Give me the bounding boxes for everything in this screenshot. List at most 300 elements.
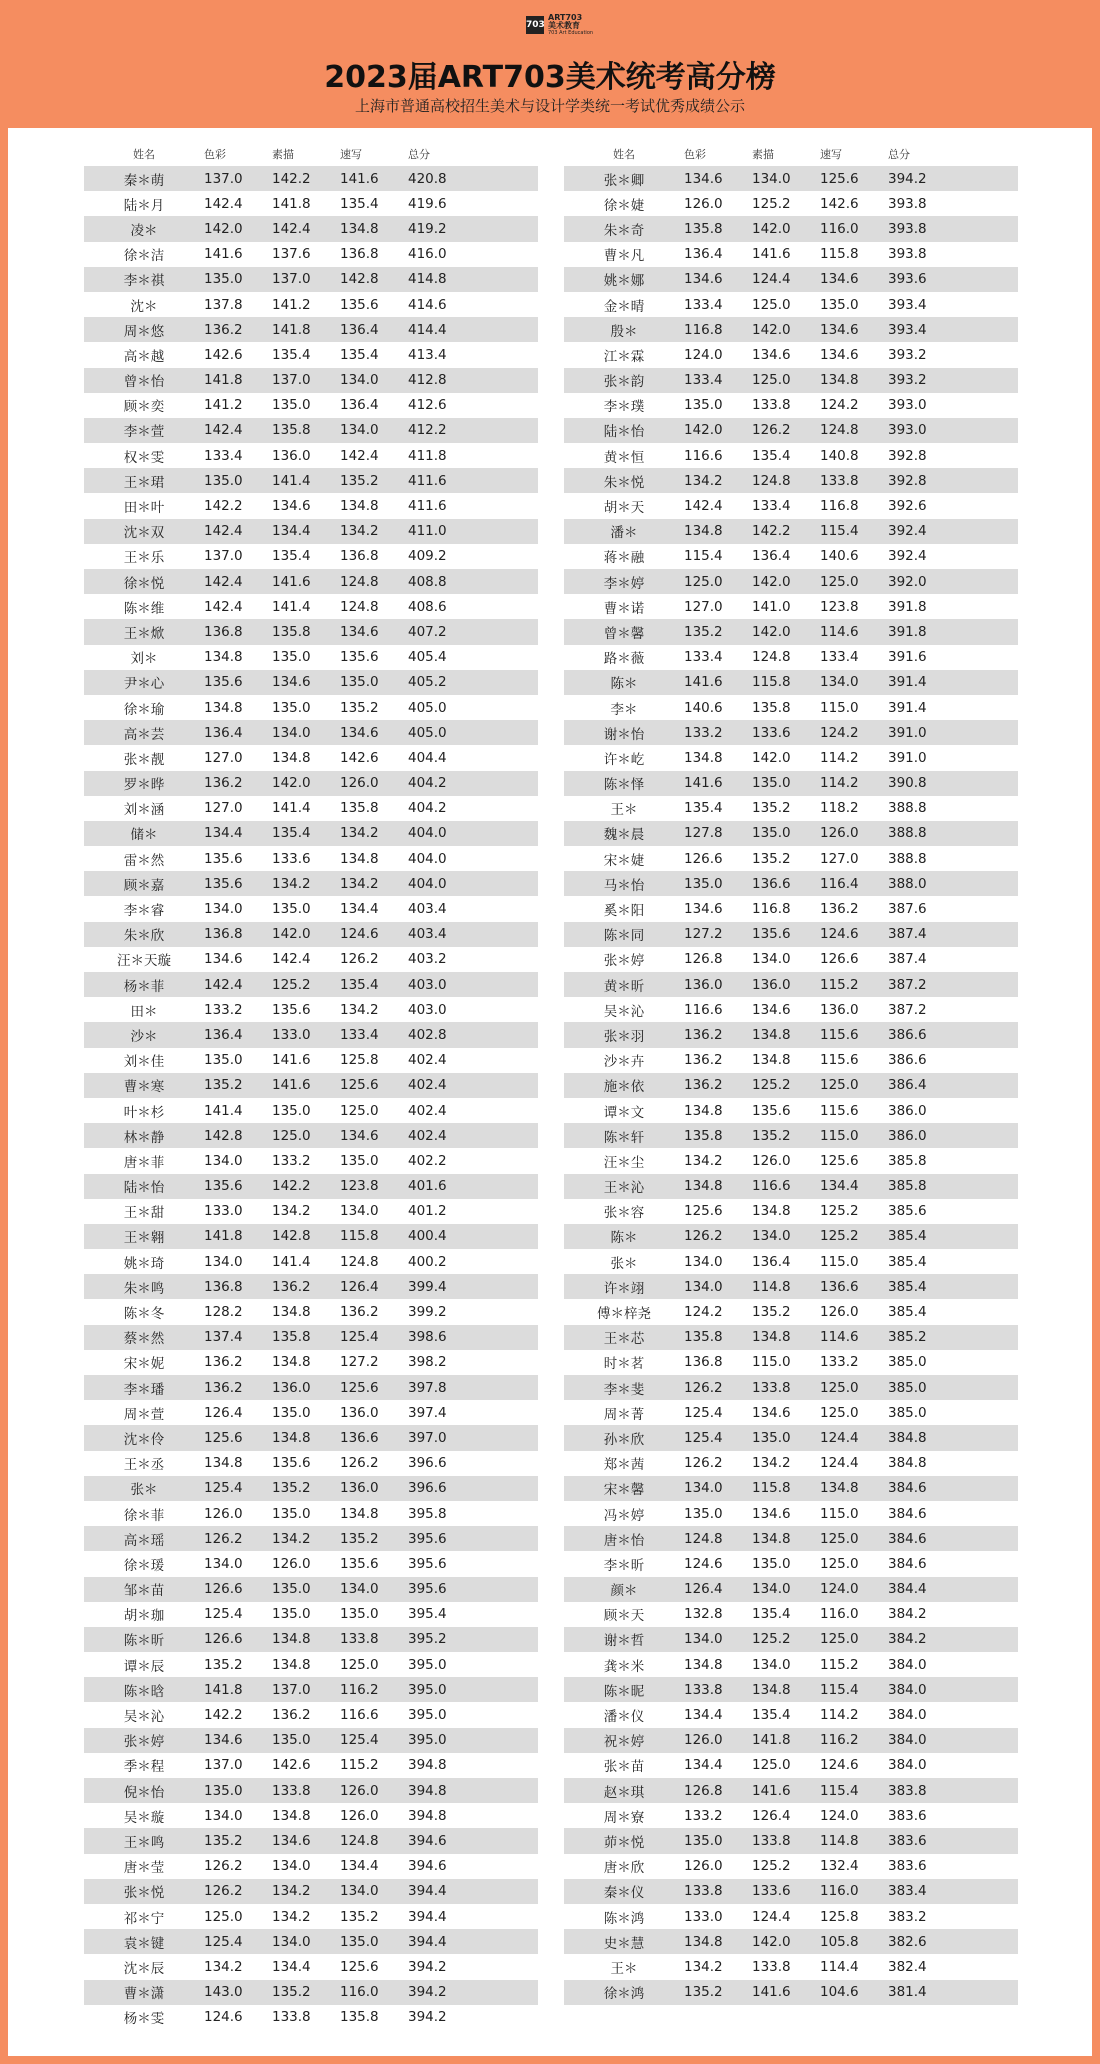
cell-color: 134.4 [684,1757,723,1774]
table-row [564,342,1018,367]
cell-name: 季＊程 [123,1759,165,1776]
cell-color: 133.2 [684,724,723,741]
cell-sketch: 124.8 [752,472,791,489]
cell-sketch: 135.2 [752,800,791,817]
cell-color: 125.0 [684,573,723,590]
cell-name: 施＊依 [603,1079,645,1096]
cell-speed: 124.2 [820,397,859,414]
cell-name: 陈＊ [610,1230,638,1247]
cell-color: 134.0 [204,901,243,918]
cell-sketch: 134.8 [272,1807,311,1824]
table-row [564,1350,1018,1375]
cell-sketch: 137.0 [272,271,311,288]
cell-sketch: 135.4 [752,447,791,464]
cell-sketch: 141.6 [752,246,791,263]
cell-total: 409.2 [408,548,447,565]
table-row [564,1778,1018,1803]
cell-total: 404.2 [408,775,447,792]
cell-speed: 115.6 [820,1102,859,1119]
cell-sketch: 135.8 [752,699,791,716]
cell-total: 419.2 [408,220,447,237]
cell-color: 135.6 [204,674,243,691]
table-row [564,1451,1018,1476]
cell-speed: 142.4 [340,447,379,464]
cell-speed: 114.2 [820,749,859,766]
cell-total: 393.0 [888,397,927,414]
cell-name: 张＊婷 [123,1734,165,1751]
cell-name: 凌＊ [130,222,158,239]
cell-speed: 134.8 [340,850,379,867]
table-row [84,1375,538,1400]
cell-color: 136.2 [684,1052,723,1069]
cell-color: 126.8 [684,1782,723,1799]
table-row [84,645,538,670]
cell-speed: 115.0 [820,1127,859,1144]
cell-total: 395.6 [408,1555,447,1572]
table-row [564,1954,1018,1979]
cell-color: 142.4 [204,598,243,615]
table-row [564,1627,1018,1652]
page-subtitle: 上海市普通高校招生美术与设计学类统一考试优秀成绩公示 [354,97,745,115]
cell-color: 134.6 [204,1732,243,1749]
cell-name: 江＊霖 [603,348,645,365]
cell-total: 385.0 [888,1379,927,1396]
cell-name: 高＊瑶 [123,1532,165,1549]
cell-name: 朱＊奇 [603,222,645,239]
cell-total: 392.0 [888,573,927,590]
cell-name: 龚＊米 [603,1658,645,1675]
table-row [84,896,538,921]
cell-name: 沈＊双 [123,525,165,542]
cell-color: 126.2 [204,1858,243,1875]
cell-total: 393.6 [888,271,927,288]
cell-color: 134.8 [204,649,243,666]
table-row [564,1148,1018,1173]
cell-speed: 124.8 [340,1253,379,1270]
header-sketch: 素描 [752,148,774,161]
table-row [84,594,538,619]
cell-total: 388.8 [888,825,927,842]
cell-speed: 135.6 [340,1555,379,1572]
cell-color: 133.4 [204,447,243,464]
cell-total: 391.4 [888,674,927,691]
cell-speed: 114.6 [820,1329,859,1346]
cell-sketch: 125.0 [752,372,791,389]
table-row [84,2005,538,2030]
cell-sketch: 133.6 [272,850,311,867]
cell-sketch: 125.0 [752,1757,791,1774]
cell-speed: 136.0 [820,1001,859,1018]
cell-total: 394.6 [408,1832,447,1849]
cell-speed: 140.6 [820,548,859,565]
cell-color: 142.4 [204,422,243,439]
cell-color: 128.2 [204,1304,243,1321]
cell-total: 381.4 [888,1984,927,2001]
cell-name: 陈＊昵 [603,1683,645,1700]
cell-name: 黄＊昕 [603,978,645,995]
cell-name: 汪＊天璇 [117,953,171,970]
cell-name: 张＊靓 [123,751,165,768]
cell-speed: 125.4 [340,1732,379,1749]
cell-sketch: 134.8 [752,1329,791,1346]
cell-speed: 115.0 [820,699,859,716]
cell-speed: 125.6 [340,1958,379,1975]
table-row [84,1274,538,1299]
header-name: 姓名 [133,148,155,161]
cell-total: 404.0 [408,875,447,892]
cell-speed: 135.0 [340,1933,379,1950]
cell-sketch: 135.6 [752,926,791,943]
cell-speed: 134.2 [340,523,379,540]
table-row [564,695,1018,720]
cell-sketch: 134.8 [752,1203,791,1220]
table-row [84,1551,538,1576]
table-row [84,720,538,745]
cell-total: 388.0 [888,875,927,892]
cell-sketch: 134.0 [272,724,311,741]
table-row [564,1904,1018,1929]
cell-sketch: 135.4 [752,1707,791,1724]
cell-name: 张＊悦 [123,1885,165,1902]
cell-color: 136.8 [684,1354,723,1371]
table-row [564,846,1018,871]
cell-color: 142.6 [204,346,243,363]
cell-speed: 134.6 [340,1127,379,1144]
cell-speed: 136.4 [340,321,379,338]
cell-name: 林＊静 [123,1129,165,1146]
cell-speed: 142.6 [820,195,859,212]
cell-name: 吴＊沁 [123,1709,165,1726]
cell-total: 393.4 [888,321,927,338]
cell-name: 谭＊辰 [123,1658,165,1675]
table-row [564,443,1018,468]
table-row [564,1299,1018,1324]
table-row [564,267,1018,292]
table-row [564,871,1018,896]
cell-speed: 115.2 [820,976,859,993]
cell-name: 王＊鸣 [123,1834,165,1851]
table-row [84,1526,538,1551]
cell-sketch: 135.8 [272,422,311,439]
cell-total: 392.6 [888,498,927,515]
cell-sketch: 136.0 [272,1379,311,1396]
table-row [84,468,538,493]
cell-total: 405.0 [408,699,447,716]
cell-total: 384.6 [888,1505,927,1522]
cell-speed: 115.0 [820,1253,859,1270]
cell-sketch: 133.8 [272,1782,311,1799]
table-row [84,619,538,644]
cell-sketch: 141.6 [272,1052,311,1069]
cell-total: 392.4 [888,523,927,540]
cell-sketch: 142.6 [272,1757,311,1774]
header-color: 色彩 [204,148,226,161]
table-row [564,317,1018,342]
cell-total: 394.2 [408,2009,447,2026]
cell-total: 405.0 [408,724,447,741]
cell-name: 徐＊洁 [123,248,165,265]
cell-speed: 135.6 [340,649,379,666]
table-row [564,1677,1018,1702]
cell-total: 400.4 [408,1228,447,1245]
table-row [564,896,1018,921]
cell-color: 125.4 [204,1606,243,1623]
cell-speed: 136.6 [820,1278,859,1295]
cell-total: 385.8 [888,1152,927,1169]
cell-total: 384.0 [888,1707,927,1724]
cell-sketch: 134.4 [272,523,311,540]
cell-name: 祝＊婷 [603,1734,645,1751]
cell-speed: 116.0 [820,220,859,237]
cell-sketch: 142.2 [272,170,311,187]
cell-sketch: 135.0 [272,1606,311,1623]
cell-sketch: 137.0 [272,1681,311,1698]
cell-speed: 115.6 [820,1052,859,1069]
cell-color: 126.6 [204,1631,243,1648]
cell-total: 384.6 [888,1555,927,1572]
cell-sketch: 134.8 [272,1429,311,1446]
cell-name: 陈＊怿 [603,777,645,794]
cell-name: 宋＊馨 [603,1482,645,1499]
cell-speed: 125.0 [340,1656,379,1673]
cell-sketch: 135.8 [272,623,311,640]
cell-total: 393.8 [888,246,927,263]
cell-name: 沈＊伶 [123,1431,165,1448]
cell-name: 曾＊馨 [603,625,645,642]
cell-color: 136.8 [204,926,243,943]
table-row [84,695,538,720]
cell-name: 徐＊鸿 [603,1986,645,2003]
table-row [84,1476,538,1501]
cell-total: 412.2 [408,422,447,439]
cell-name: 陆＊怡 [603,424,645,441]
cell-color: 126.2 [204,1530,243,1547]
cell-name: 张＊卿 [603,172,645,189]
cell-speed: 133.8 [820,472,859,489]
table-row [564,1879,1018,1904]
cell-total: 393.8 [888,220,927,237]
cell-sketch: 133.0 [272,1026,311,1043]
cell-speed: 115.4 [820,1782,859,1799]
cell-sketch: 135.2 [752,1304,791,1321]
cell-total: 391.0 [888,724,927,741]
cell-name: 曹＊寒 [123,1079,165,1096]
cell-color: 133.8 [684,1681,723,1698]
cell-speed: 126.0 [340,1782,379,1799]
table-row [84,1174,538,1199]
cell-sketch: 135.4 [752,1606,791,1623]
table-row [564,1400,1018,1425]
cell-name: 周＊寮 [603,1809,645,1826]
cell-total: 402.4 [408,1127,447,1144]
cell-name: 金＊晴 [603,298,645,315]
cell-total: 390.8 [888,775,927,792]
cell-name: 陈＊轩 [603,1129,645,1146]
cell-speed: 126.6 [820,951,859,968]
cell-name: 颜＊ [610,1583,638,1600]
cell-speed: 123.8 [820,598,859,615]
cell-color: 134.8 [204,699,243,716]
header-total: 总分 [408,148,430,161]
table-row [564,720,1018,745]
table-row [564,997,1018,1022]
cell-speed: 140.8 [820,447,859,464]
cell-name: 茆＊悦 [603,1834,645,1851]
cell-total: 414.6 [408,296,447,313]
cell-total: 397.8 [408,1379,447,1396]
cell-total: 402.4 [408,1052,447,1069]
cell-color: 126.6 [684,850,723,867]
cell-sketch: 135.0 [752,775,791,792]
cell-name: 邹＊苗 [123,1583,165,1600]
cell-sketch: 135.0 [272,1505,311,1522]
cell-total: 385.4 [888,1304,927,1321]
cell-total: 384.0 [888,1681,927,1698]
cell-sketch: 141.4 [272,598,311,615]
cell-color: 116.8 [684,321,723,338]
cell-speed: 116.4 [820,875,859,892]
cell-name: 唐＊莹 [123,1860,165,1877]
cell-name: 张＊容 [603,1205,645,1222]
cell-sketch: 134.6 [272,674,311,691]
cell-sketch: 134.8 [752,1681,791,1698]
header-color: 色彩 [684,148,706,161]
cell-total: 384.8 [888,1455,927,1472]
cell-color: 116.6 [684,447,723,464]
logo-line1: ART703 [548,13,583,22]
cell-name: 许＊翊 [603,1280,645,1297]
cell-name: 罗＊晔 [123,777,165,794]
cell-name: 宋＊婕 [603,852,645,869]
table-row [84,191,538,216]
logo-line2: 美术教育 [548,21,580,30]
cell-total: 392.8 [888,472,927,489]
cell-total: 385.4 [888,1253,927,1270]
cell-speed: 125.0 [820,1631,859,1648]
cell-total: 384.2 [888,1631,927,1648]
cell-color: 135.0 [204,472,243,489]
cell-sketch: 133.6 [752,1883,791,1900]
table-row [564,368,1018,393]
cell-sketch: 134.8 [272,1631,311,1648]
cell-speed: 135.8 [340,2009,379,2026]
table-row [84,796,538,821]
table-row [564,1325,1018,1350]
cell-total: 385.6 [888,1203,927,1220]
cell-speed: 116.2 [340,1681,379,1698]
cell-speed: 124.6 [820,1757,859,1774]
cell-speed: 125.6 [820,1152,859,1169]
cell-speed: 126.0 [340,775,379,792]
cell-color: 136.2 [204,775,243,792]
cell-name: 张＊ [610,1255,638,1272]
cell-name: 徐＊悦 [123,575,165,592]
cell-speed: 114.2 [820,775,859,792]
table-row [564,1174,1018,1199]
cell-name: 李＊斐 [603,1381,645,1398]
header-speed: 速写 [340,148,362,161]
cell-name: 张＊苗 [603,1759,645,1776]
cell-speed: 126.0 [340,1807,379,1824]
table-row [84,1980,538,2005]
cell-name: 李＊璞 [603,399,645,416]
cell-speed: 134.0 [340,1203,379,1220]
cell-total: 394.2 [888,170,927,187]
header-total: 总分 [888,148,910,161]
table-row [84,771,538,796]
table-row [84,418,538,443]
cell-color: 140.6 [684,699,723,716]
cell-sketch: 142.0 [752,1933,791,1950]
cell-name: 曾＊怡 [123,374,165,391]
cell-speed: 134.2 [340,1001,379,1018]
cell-total: 393.0 [888,422,927,439]
cell-sketch: 141.6 [272,573,311,590]
cell-name: 奚＊阳 [603,903,645,920]
cell-sketch: 125.2 [272,976,311,993]
table-row [84,1929,538,1954]
cell-color: 134.8 [684,1656,723,1673]
cell-sketch: 135.0 [272,1732,311,1749]
cell-total: 387.4 [888,926,927,943]
cell-color: 135.8 [684,220,723,237]
cell-speed: 135.4 [340,195,379,212]
table-row [84,922,538,947]
table-row [564,1022,1018,1047]
cell-color: 135.6 [204,850,243,867]
cell-total: 388.8 [888,800,927,817]
cell-speed: 125.8 [820,1908,859,1925]
table-row [564,645,1018,670]
cell-name: 张＊韵 [603,374,645,391]
cell-color: 134.8 [684,1102,723,1119]
cell-speed: 133.4 [340,1026,379,1043]
cell-name: 殷＊ [610,323,638,340]
cell-speed: 134.0 [340,422,379,439]
cell-speed: 124.8 [820,422,859,439]
cell-name: 张＊ [130,1482,158,1499]
cell-color: 142.2 [204,498,243,515]
cell-name: 陈＊同 [603,928,645,945]
cell-color: 132.8 [684,1606,723,1623]
cell-speed: 134.2 [340,875,379,892]
cell-color: 124.6 [204,2009,243,2026]
cell-sketch: 133.2 [272,1152,311,1169]
cell-color: 133.0 [204,1203,243,1220]
header-sketch: 素描 [272,148,294,161]
table-row [84,1778,538,1803]
cell-color: 134.6 [684,271,723,288]
cell-sketch: 134.8 [752,1530,791,1547]
cell-sketch: 134.2 [272,875,311,892]
cell-sketch: 141.0 [752,598,791,615]
cell-color: 137.0 [204,548,243,565]
cell-color: 116.6 [684,1001,723,1018]
cell-sketch: 142.0 [272,775,311,792]
cell-name: 姚＊琦 [123,1255,165,1272]
table-row [564,821,1018,846]
cell-sketch: 136.0 [752,976,791,993]
cell-total: 386.0 [888,1102,927,1119]
cell-name: 王＊甜 [123,1205,165,1222]
cell-sketch: 136.0 [272,447,311,464]
cell-speed: 134.8 [340,1505,379,1522]
cell-name: 吴＊璇 [123,1809,165,1826]
cell-speed: 126.0 [820,825,859,842]
cell-color: 124.8 [684,1530,723,1547]
cell-color: 125.6 [684,1203,723,1220]
table-row [564,1224,1018,1249]
